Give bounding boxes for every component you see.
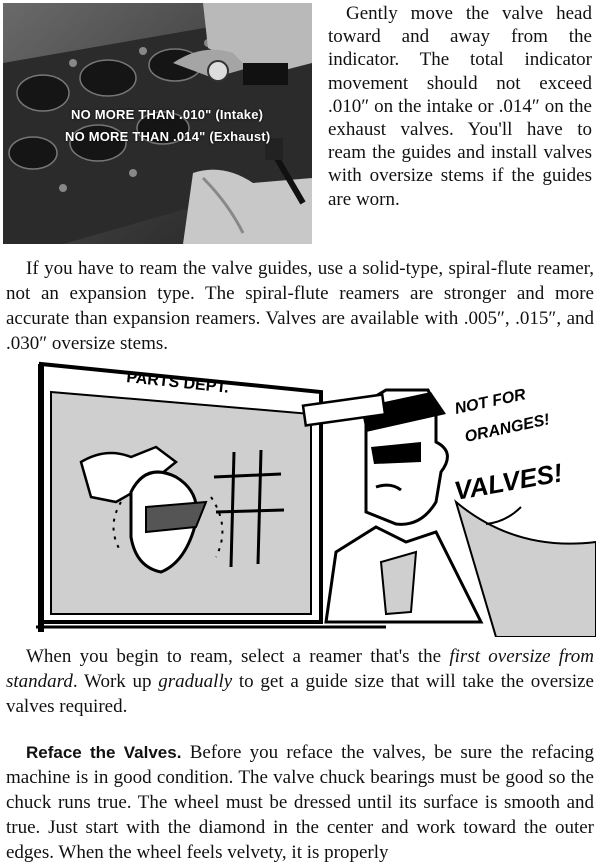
begin-ream-text-1: When you begin to ream, select a reamer that's the — [26, 646, 450, 667]
caption-intake: NO MORE THAN .010" (Intake) — [71, 107, 264, 122]
paragraph-begin-ream — [6, 644, 594, 719]
speech-not-for: NOT FOR — [453, 386, 528, 418]
speech-oranges: ORANGES! — [463, 411, 552, 446]
begin-ream-text-3: to get a guide size that will take the oversize valves required. — [6, 671, 594, 717]
reface-text: Before you reface the valves, be sure the refacing machine is in good condition. The valve chuck bearings must be good so the chuck runs true. The wheel must be dressed until its surface is smooth and true. Just start with the diamond in the center and work toward the outer edges. When the wheel feels velvety, it is properly — [6, 742, 594, 863]
cylinder-head-illustration — [3, 3, 312, 244]
begin-ream-text-2: . Work up — [72, 671, 159, 692]
side-paragraph: Gently move the valve head toward and away from the indicator. The total indicator movement should not exceed .010″ on the intake or .014″ on the exhaust valves. You'll have to ream the guides and install valves with oversize stems if the guides are worn. — [328, 3, 592, 210]
parts-dept-cartoon — [36, 352, 596, 637]
cylinder-head-photo — [3, 3, 312, 244]
begin-ream-emphasis-1: first oversize from standard — [6, 646, 595, 692]
paragraph-ream-guides: If you have to ream the valve guides, use a solid-type, spiral-flute reamer, not an expansion type. The spiral-flute reamers are stronger and more accurate than expansion reamers. Valves are available with .005″, .015″, and .030″ oversize stems. — [6, 258, 594, 354]
sign-parts-dept: PARTS DEPT. — [125, 369, 230, 397]
begin-ream-emphasis-2: gradually — [158, 671, 233, 692]
paragraph-reface-valves — [6, 740, 594, 865]
section-heading-reface: Reface the Valves. — [26, 743, 182, 762]
speech-valves: VALVES! — [451, 457, 565, 506]
caption-exhaust: NO MORE THAN .014" (Exhaust) — [65, 129, 271, 144]
